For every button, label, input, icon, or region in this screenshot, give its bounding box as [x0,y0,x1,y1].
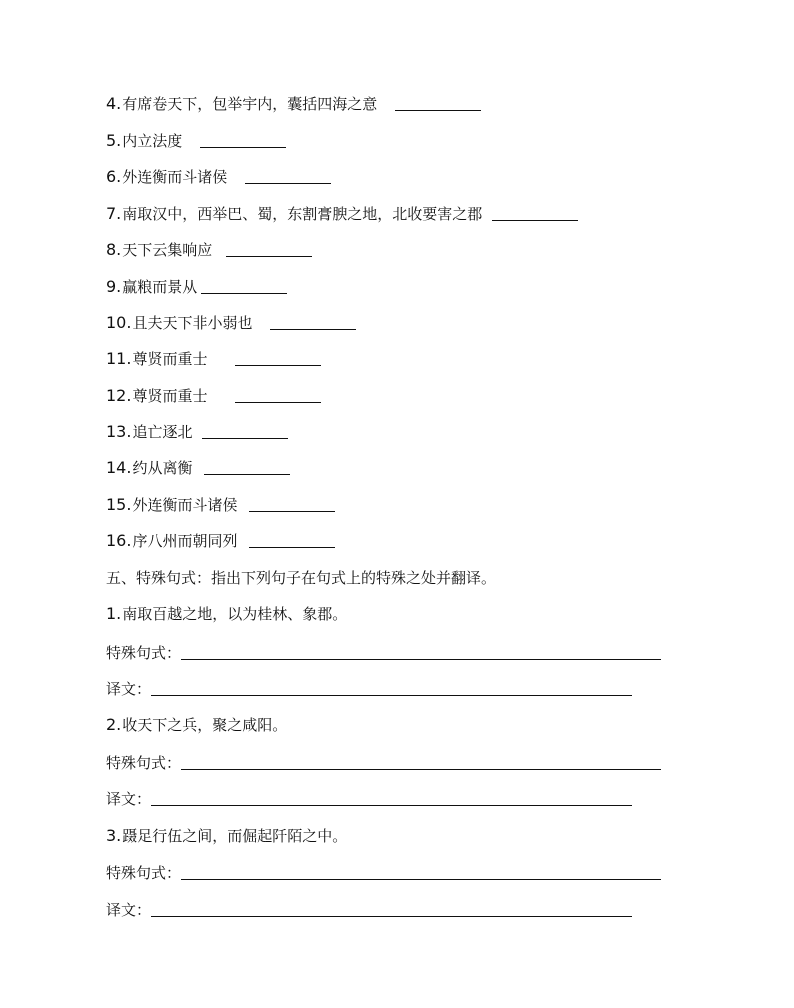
vocab-item [106,420,288,444]
item-number: 16. [106,531,132,550]
answer-blank[interactable] [202,437,288,439]
item-number: 10. [106,313,132,332]
question-number: 3. [106,826,122,845]
item-text: 尊贤而重士 [132,387,208,405]
translation-label: 译文： [106,680,152,698]
item-text: 赢粮而景从 [122,278,198,296]
item-text: 外连衡而斗诸侯 [122,168,228,186]
item-number: 8. [106,240,122,259]
answer-blank[interactable] [235,401,321,403]
answer-blank[interactable] [249,546,335,548]
translation-row [106,898,632,922]
answer-blank[interactable] [201,292,287,294]
sentence-question [106,602,347,626]
item-text: 尊贤而重士 [132,350,208,368]
translation-label: 译文： [106,901,152,919]
answer-blank[interactable] [200,146,286,148]
item-text: 有席卷天下，包举宇内，囊括四海之意 [122,95,378,113]
answer-blank[interactable] [226,255,312,257]
special-pattern-blank[interactable] [181,658,661,660]
special-pattern-row [106,751,661,775]
vocab-item [106,92,481,116]
sentence-question [106,713,287,737]
vocab-item [106,202,578,226]
item-number: 14. [106,458,132,477]
item-number: 9. [106,277,122,296]
answer-blank[interactable] [249,510,335,512]
item-number: 7. [106,204,122,223]
translation-blank[interactable] [151,804,632,806]
vocab-item [106,275,287,299]
question-text: 南取百越之地，以为桂林、象郡。 [122,605,348,623]
vocab-item [106,311,356,335]
item-number: 4. [106,94,122,113]
item-number: 11. [106,349,132,368]
answer-blank[interactable] [270,328,356,330]
item-number: 12. [106,386,132,405]
special-pattern-row [106,861,661,885]
vocab-item [106,129,286,153]
vocab-item [106,456,290,480]
vocab-item [106,493,335,517]
item-text: 南取汉中，西举巴、蜀，东割膏腴之地，北收要害之郡 [122,205,483,223]
item-number: 15. [106,495,132,514]
answer-blank[interactable] [204,473,290,475]
vocab-item [106,384,321,408]
item-number: 5. [106,131,122,150]
answer-blank[interactable] [235,364,321,366]
translation-label: 译文： [106,790,152,808]
question-text: 蹑足行伍之间，而倔起阡陌之中。 [122,827,348,845]
item-text: 内立法度 [122,132,183,150]
item-number: 6. [106,167,122,186]
answer-blank[interactable] [245,182,331,184]
question-number: 1. [106,604,122,623]
special-pattern-label: 特殊句式： [106,754,182,772]
special-pattern-blank[interactable] [181,768,661,770]
special-pattern-label: 特殊句式： [106,644,182,662]
item-text: 序八州而朝同列 [132,532,238,550]
question-text: 收天下之兵，聚之咸阳。 [122,716,288,734]
item-text: 天下云集响应 [122,241,213,259]
translation-row [106,787,632,811]
question-number: 2. [106,715,122,734]
section-heading-text: 五、特殊句式：指出下列句子在句式上的特殊之处并翻译。 [106,569,497,587]
vocab-item [106,529,335,553]
item-text: 约从离衡 [132,459,193,477]
answer-blank[interactable] [395,109,481,111]
item-text: 且夫天下非小弱也 [132,314,253,332]
translation-row [106,677,632,701]
section-heading [106,566,496,590]
special-pattern-label: 特殊句式： [106,864,182,882]
special-pattern-blank[interactable] [181,878,661,880]
item-text: 追亡逐北 [132,423,193,441]
vocab-item [106,347,321,371]
vocab-item [106,165,331,189]
item-number: 13. [106,422,132,441]
sentence-question [106,824,347,848]
vocab-item [106,238,312,262]
translation-blank[interactable] [151,694,632,696]
special-pattern-row [106,641,661,665]
answer-blank[interactable] [492,219,578,221]
translation-blank[interactable] [151,915,632,917]
item-text: 外连衡而斗诸侯 [132,496,238,514]
